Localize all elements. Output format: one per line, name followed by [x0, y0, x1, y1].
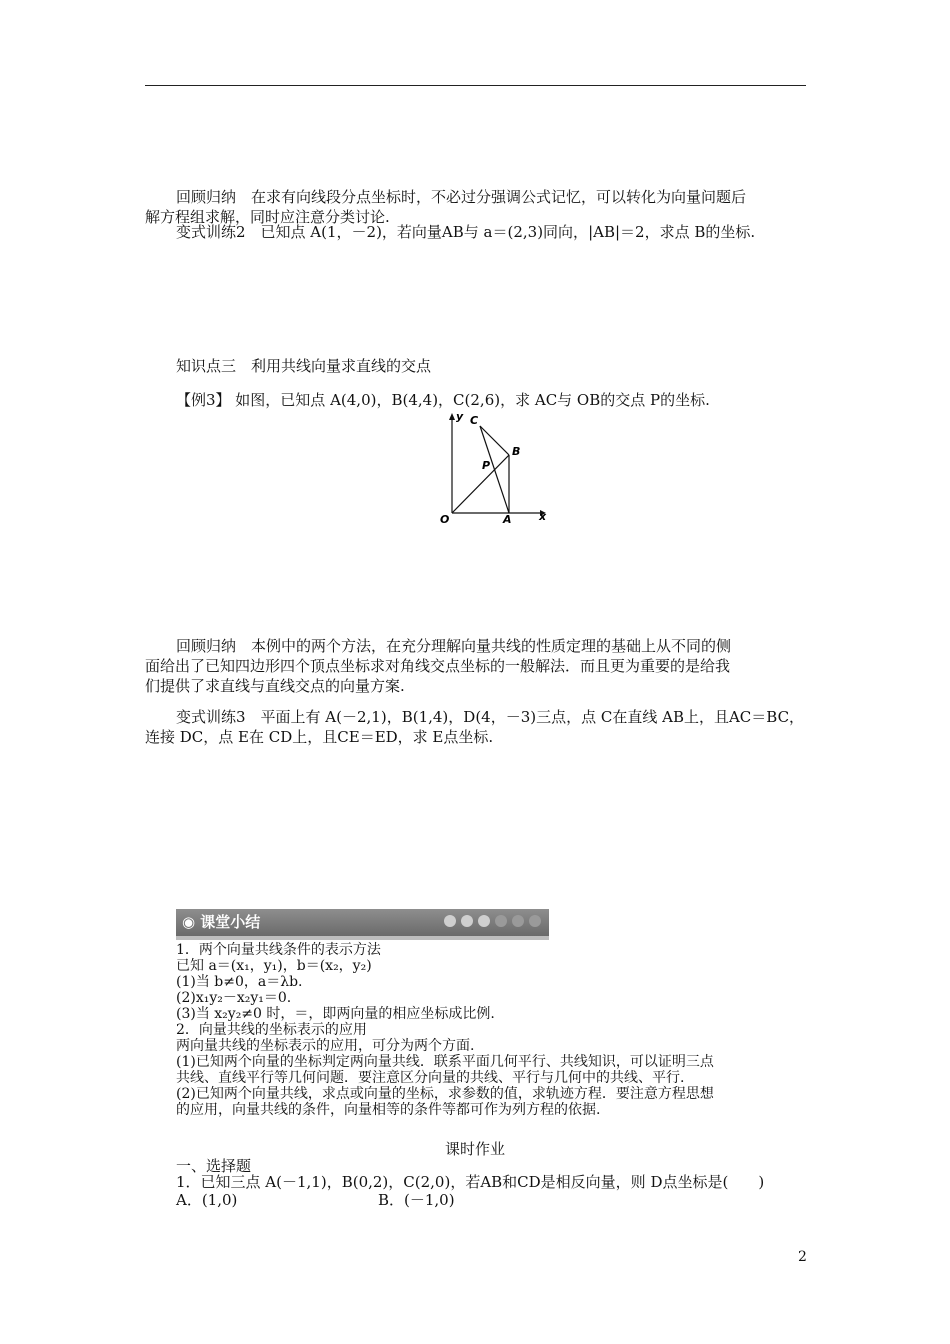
dot-icon [478, 915, 490, 927]
question-1: 1．已知三点 A(－1,1)，B(0,2)，C(2,0)，若AB和CD是相反向量，则 D点坐标是( ) [176, 1173, 765, 1191]
summary-app-2-line-1: (2)已知两个向量共线，求点或向量的坐标，求参数的值，求轨迹方程．要注意方程思想 [176, 1086, 714, 1102]
label-B: B [512, 445, 521, 458]
homework-heading: 课时作业 [445, 1140, 506, 1158]
coordinate-figure [432, 408, 562, 524]
summary-cond-3: (3)当 x₂y₂≠0 时，＝，即两向量的相应坐标成比例. [176, 1006, 495, 1022]
variant-exercise-3-line-2: 连接 DC，点 E在 CD上，且CE＝ED，求 E点坐标. [145, 728, 494, 746]
banner-underline [176, 936, 549, 940]
variant-exercise-3-line-1: 变式训练3 平面上有 A(－2,1)，B(1,4)，D(4，－3)三点，点 C在直线 AB上，且AC＝BC， [176, 708, 805, 726]
dot-icon [512, 915, 524, 927]
label-C: C [470, 414, 479, 427]
option-b: B．(－1,0) [378, 1191, 455, 1209]
summary-cond-1: (1)当 b≠0，a＝λb. [176, 974, 303, 990]
review-summary-2-line-2: 面给出了已知四边形四个顶点坐标求对角线交点坐标的一般解法．而且更为重要的是给我 [145, 657, 731, 675]
y-axis-arrow [449, 413, 455, 420]
y-label: y [456, 410, 464, 423]
dot-icon [461, 915, 473, 927]
banner-title: ◉ 课堂小结 [182, 913, 261, 931]
header-rule [145, 85, 806, 86]
label-P: P [482, 459, 491, 472]
summary-cond-2: (2)x₁y₂－x₂y₁＝0. [176, 990, 292, 1006]
label-A: A [503, 513, 512, 524]
variant-exercise-2: 变式训练2 已知点 A(1，－2)，若向量AB与 a＝(2,3)同向，|AB|＝2，求点 B的坐标. [176, 223, 756, 241]
review-summary-line-2: 解方程组求解，同时应注意分类讨论. [145, 208, 390, 226]
x-label: x [539, 510, 547, 523]
banner-dots [444, 915, 541, 927]
dot-icon [529, 915, 541, 927]
summary-item-2: 2．向量共线的坐标表示的应用 [176, 1022, 367, 1038]
example-3: 【例3】 如图，已知点 A(4,0)，B(4,4)，C(2,6)，求 AC与 OB的交点 P的坐标. [176, 391, 710, 409]
segment-OB [452, 455, 509, 513]
dot-icon [495, 915, 507, 927]
summary-app-2-line-2: 的应用，向量共线的条件，向量相等的条件等都可作为列方程的依据. [176, 1102, 601, 1118]
label-O: O [440, 513, 450, 524]
summary-app-1-line-1: (1)已知两个向量的坐标判定两向量共线．联系平面几何平行、共线知识，可以证明三点 [176, 1054, 714, 1070]
review-summary-2-line-3: 们提供了求直线与直线交点的向量方案. [145, 677, 405, 695]
multiple-choice-heading: 一、选择题 [176, 1157, 252, 1175]
summary-app-1-line-2: 共线、直线平行等几何问题．要注意区分向量的共线、平行与几何中的共线、平行. [176, 1070, 685, 1086]
knowledge-point-3-heading: 知识点三 利用共线向量求直线的交点 [176, 357, 432, 375]
review-summary-line-1: 回顾归纳 在求有向线段分点坐标时，不必过分强调公式记忆，可以转化为向量问题后 [176, 188, 747, 206]
option-a: A．(1,0) [176, 1191, 238, 1209]
summary-app-intro: 两向量共线的坐标表示的应用，可分为两个方面. [176, 1038, 475, 1054]
dot-icon [444, 915, 456, 927]
review-summary-2-line-1: 回顾归纳 本例中的两个方法，在充分理解向量共线的性质定理的基础上从不同的侧 [176, 637, 732, 655]
summary-given: 已知 a＝(x₁，y₁)，b＝(x₂，y₂) [176, 958, 372, 974]
summary-item-1: 1．两个向量共线条件的表示方法 [176, 942, 381, 958]
class-summary-banner [176, 909, 549, 936]
page-number: 2 [798, 1249, 807, 1265]
